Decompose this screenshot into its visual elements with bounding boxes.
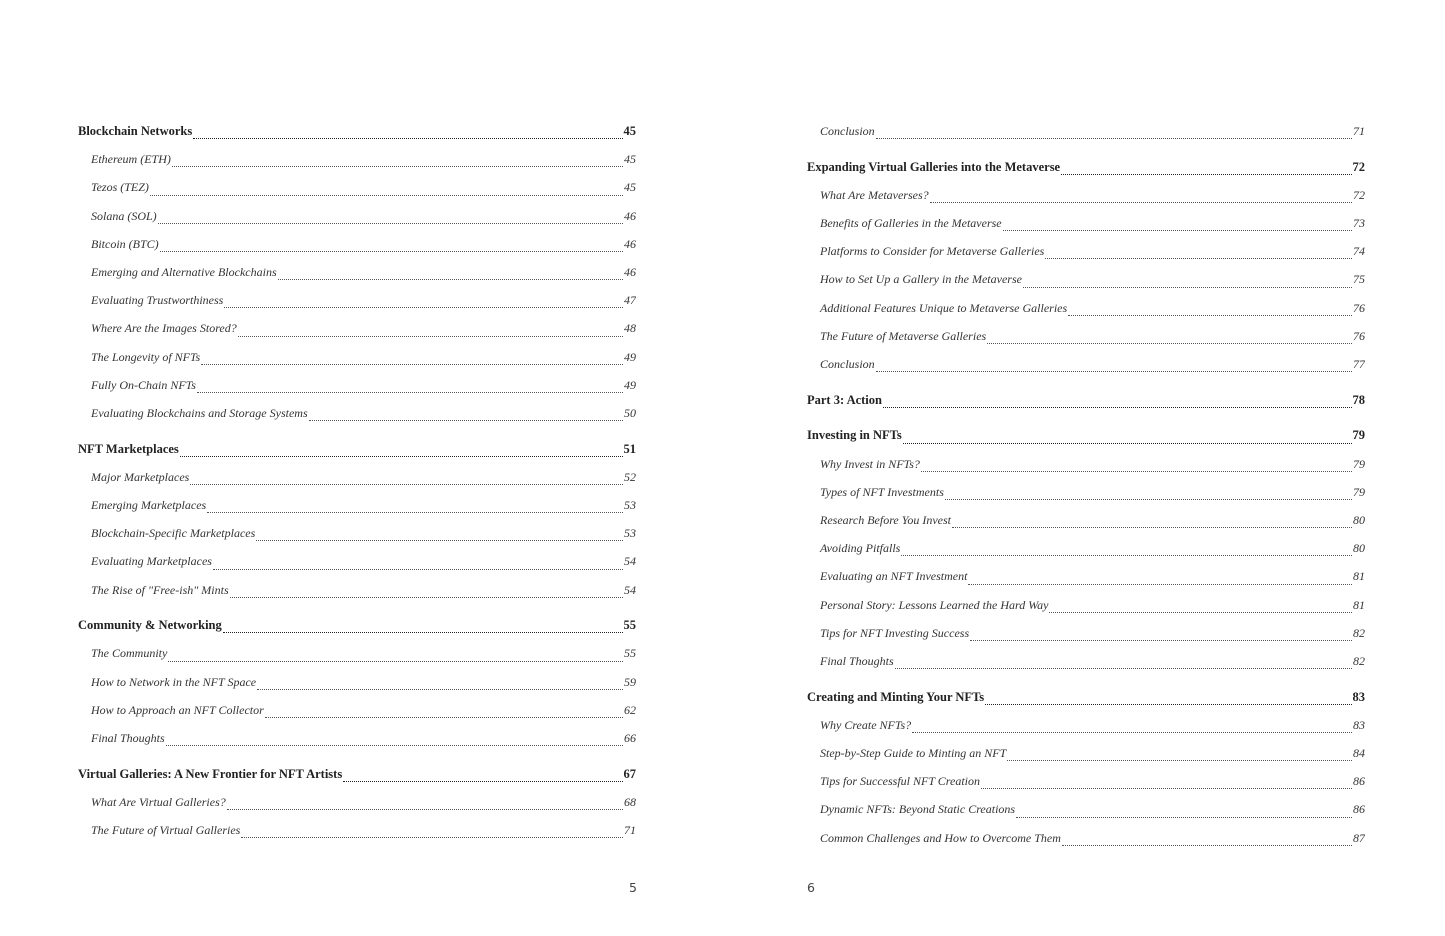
toc-section-entry[interactable] [78, 150, 636, 178]
dot-leader [883, 407, 1352, 408]
toc-entry-page: 54 [624, 554, 636, 569]
toc-entry-title: Investing in NFTs [807, 428, 902, 443]
toc-entry-title: The Future of Metaverse Galleries [820, 328, 987, 343]
dot-leader [1061, 174, 1351, 175]
dot-leader [241, 837, 623, 838]
toc-entry-title: Final Thoughts [91, 730, 165, 745]
toc-entry-title: The Community [91, 646, 168, 661]
toc-entry-page: 79 [1352, 428, 1365, 443]
toc-entry-page: 67 [623, 766, 636, 781]
toc-section-entry[interactable] [807, 829, 1365, 857]
dot-leader [265, 717, 623, 718]
dot-leader [150, 195, 623, 196]
toc-entry-page: 54 [624, 582, 636, 597]
toc-entry-title: Types of NFT Investments [820, 484, 944, 499]
toc-entry-page: 50 [624, 405, 636, 420]
toc-entry-title: Virtual Galleries: A New Frontier for NFT Artists [78, 766, 343, 781]
toc-entry-title: Personal Story: Lessons Learned the Hard Way [820, 597, 1049, 612]
toc-entry-title: Evaluating Trustworthiness [91, 293, 224, 308]
toc-chapter-entry[interactable] [78, 616, 636, 644]
dot-leader [343, 781, 622, 782]
toc-entry-page: 77 [1353, 357, 1365, 371]
toc-section-entry[interactable] [78, 376, 636, 404]
toc-entry-title: Conclusion [820, 124, 875, 138]
toc-entry-page: 48 [624, 321, 636, 336]
toc-entry-page: 46 [624, 208, 636, 223]
toc-entry-title: Emerging Marketplaces [91, 497, 207, 512]
toc-entry-page: 86 [1353, 802, 1365, 817]
toc-entry-page: 82 [1353, 653, 1365, 668]
toc-section-entry[interactable] [78, 235, 636, 263]
toc-entry-page: 76 [1353, 328, 1365, 343]
toc-entry-page: 76 [1353, 300, 1365, 315]
toc-entry-page: 84 [1353, 745, 1365, 760]
toc-entry-title: Fully On-Chain NFTs [91, 377, 196, 392]
toc-entry-title: Dynamic NFTs: Beyond Static Creations [820, 802, 1016, 817]
right-page [722, 0, 1445, 936]
table-of-contents-left [78, 122, 636, 849]
toc-section-entry[interactable] [78, 468, 636, 496]
toc-section-entry[interactable] [78, 207, 636, 235]
dot-leader [1023, 287, 1352, 288]
dot-leader [903, 443, 1352, 444]
dot-leader [876, 138, 1352, 139]
toc-entry-page: 73 [1353, 216, 1365, 231]
toc-entry-title: Major Marketplaces [91, 469, 190, 484]
dot-leader [238, 336, 623, 337]
dot-leader [985, 704, 1351, 705]
toc-entry-page: 53 [624, 497, 636, 512]
toc-chapter-entry[interactable] [78, 122, 636, 150]
dot-leader [987, 343, 1352, 344]
toc-entry-page: 47 [624, 293, 636, 308]
toc-entry-page: 49 [624, 377, 636, 392]
toc-entry-title: Ethereum (ETH) [91, 152, 171, 167]
toc-entry-page: 45 [624, 152, 636, 167]
toc-section-entry[interactable] [807, 483, 1365, 511]
toc-entry-page: 80 [1353, 541, 1365, 556]
toc-entry-page: 86 [1353, 774, 1365, 789]
toc-entry-page: 46 [624, 236, 636, 251]
dot-leader [193, 138, 622, 139]
dot-leader [309, 420, 623, 421]
dot-leader [256, 540, 623, 541]
toc-section-entry[interactable] [807, 716, 1365, 744]
toc-section-entry[interactable] [807, 214, 1365, 242]
toc-entry-title: Why Create NFTs? [820, 717, 912, 732]
dot-leader [876, 371, 1352, 372]
toc-section-entry[interactable] [78, 552, 636, 580]
toc-section-entry[interactable] [807, 539, 1365, 567]
dot-leader [257, 689, 623, 690]
toc-entry-page: 72 [1353, 187, 1365, 202]
toc-entry-title: Step-by-Step Guide to Minting an NFT [820, 745, 1007, 760]
toc-section-entry[interactable] [807, 744, 1365, 772]
dot-leader [1016, 817, 1352, 818]
toc-entry-title: NFT Marketplaces [78, 441, 179, 456]
toc-entry-title: Evaluating an NFT Investment [820, 569, 968, 584]
toc-section-entry[interactable] [807, 122, 1365, 150]
toc-entry-title: Blockchain Networks [78, 124, 193, 138]
toc-entry-title: Blockchain-Specific Marketplaces [91, 526, 256, 541]
toc-section-entry[interactable] [78, 404, 636, 432]
dot-leader [197, 392, 623, 393]
toc-chapter-entry[interactable] [807, 688, 1365, 716]
toc-section-entry[interactable] [78, 178, 636, 206]
toc-entry-title: Research Before You Invest [820, 512, 951, 527]
toc-entry-page: 78 [1352, 392, 1365, 407]
dot-leader [945, 499, 1352, 500]
toc-entry-title: How to Set Up a Gallery in the Metaverse [820, 272, 1022, 287]
toc-entry-title: Conclusion [820, 357, 875, 371]
toc-entry-page: 68 [624, 794, 636, 809]
toc-entry-page: 52 [624, 469, 636, 484]
toc-entry-page: 71 [624, 823, 636, 837]
toc-chapter-entry[interactable] [807, 391, 1365, 419]
dot-leader [921, 471, 1352, 472]
toc-entry-page: 71 [1353, 124, 1365, 138]
dot-leader [180, 456, 623, 457]
dot-leader [166, 745, 623, 746]
toc-entry-title: Evaluating Marketplaces [91, 554, 212, 569]
table-of-contents-right [807, 122, 1365, 857]
toc-entry-title: The Rise of "Free-ish" Mints [91, 582, 229, 597]
toc-entry-title: Tips for Successful NFT Creation [820, 774, 981, 789]
dot-leader [213, 569, 623, 570]
toc-section-entry[interactable] [78, 701, 636, 729]
dot-leader [158, 223, 623, 224]
toc-entry-title: Additional Features Unique to Metaverse Galleries [820, 300, 1068, 315]
toc-section-entry[interactable] [78, 729, 636, 757]
toc-section-entry[interactable] [807, 511, 1365, 539]
dot-leader [968, 584, 1352, 585]
toc-entry-title: Avoiding Pitfalls [820, 541, 901, 556]
toc-entry-page: 83 [1352, 689, 1365, 704]
dot-leader [172, 166, 623, 167]
toc-entry-title: How to Network in the NFT Space [91, 674, 257, 689]
toc-entry-title: Final Thoughts [820, 653, 894, 668]
toc-entry-title: Bitcoin (BTC) [91, 236, 159, 251]
toc-section-entry[interactable] [78, 263, 636, 291]
toc-entry-page: 87 [1353, 830, 1365, 845]
toc-entry-page: 45 [624, 180, 636, 195]
toc-entry-page: 66 [624, 730, 636, 745]
toc-section-entry[interactable] [807, 327, 1365, 355]
dot-leader [1049, 612, 1352, 613]
toc-entry-title: Creating and Minting Your NFTs [807, 689, 985, 704]
toc-entry-page: 83 [1353, 717, 1365, 732]
toc-chapter-entry[interactable] [807, 158, 1365, 186]
toc-entry-page: 81 [1353, 569, 1365, 584]
dot-leader [168, 661, 623, 662]
toc-entry-title: What Are Virtual Galleries? [91, 794, 226, 809]
toc-entry-page: 45 [623, 124, 636, 138]
left-page [0, 0, 722, 936]
toc-entry-page: 49 [624, 349, 636, 364]
toc-section-entry[interactable] [807, 567, 1365, 595]
toc-entry-page: 79 [1353, 456, 1365, 471]
toc-entry-title: Where Are the Images Stored? [91, 321, 237, 336]
toc-section-entry[interactable] [807, 596, 1365, 624]
dot-leader [278, 279, 623, 280]
toc-entry-page: 82 [1353, 625, 1365, 640]
dot-leader [895, 668, 1352, 669]
toc-chapter-entry[interactable] [78, 440, 636, 468]
dot-leader [930, 202, 1352, 203]
dot-leader [230, 597, 623, 598]
toc-entry-page: 51 [623, 441, 636, 456]
toc-entry-title: Why Invest in NFTs? [820, 456, 920, 471]
dot-leader [224, 307, 623, 308]
toc-entry-page: 53 [624, 526, 636, 541]
dot-leader [901, 555, 1352, 556]
dot-leader [912, 732, 1352, 733]
dot-leader [1062, 845, 1352, 846]
toc-section-entry[interactable] [78, 581, 636, 609]
toc-section-entry[interactable] [807, 800, 1365, 828]
toc-section-entry[interactable] [807, 624, 1365, 652]
toc-entry-title: Tezos (TEZ) [91, 180, 149, 195]
toc-section-entry[interactable] [78, 319, 636, 347]
dot-leader [223, 632, 623, 633]
toc-section-entry[interactable] [78, 821, 636, 849]
dot-leader [952, 527, 1352, 528]
toc-section-entry[interactable] [78, 348, 636, 376]
toc-section-entry[interactable] [78, 524, 636, 552]
toc-entry-page: 46 [624, 264, 636, 279]
dot-leader [207, 512, 623, 513]
page-number: 6 [807, 880, 815, 895]
toc-entry-title: Community & Networking [78, 618, 222, 633]
toc-section-entry[interactable] [807, 186, 1365, 214]
dot-leader [190, 484, 623, 485]
toc-entry-title: Common Challenges and How to Overcome Them [820, 830, 1061, 845]
toc-section-entry[interactable] [807, 355, 1365, 383]
toc-entry-title: What Are Metaverses? [820, 187, 929, 202]
toc-section-entry[interactable] [78, 644, 636, 672]
dot-leader [1003, 230, 1352, 231]
toc-entry-page: 81 [1353, 597, 1365, 612]
toc-section-entry[interactable] [807, 242, 1365, 270]
toc-entry-title: Platforms to Consider for Metaverse Galleries [820, 244, 1045, 259]
toc-chapter-entry[interactable] [78, 765, 636, 793]
dot-leader [970, 640, 1352, 641]
toc-section-entry[interactable] [807, 299, 1365, 327]
dot-leader [981, 788, 1352, 789]
toc-entry-page: 62 [624, 702, 636, 717]
toc-entry-page: 75 [1353, 272, 1365, 287]
dot-leader [227, 809, 623, 810]
dot-leader [1068, 315, 1352, 316]
toc-section-entry[interactable] [807, 652, 1365, 680]
toc-entry-title: Part 3: Action [807, 392, 882, 407]
toc-section-entry[interactable] [78, 673, 636, 701]
toc-entry-page: 79 [1353, 484, 1365, 499]
dot-leader [1007, 760, 1352, 761]
toc-section-entry[interactable] [78, 291, 636, 319]
page-number: 5 [629, 880, 637, 895]
toc-chapter-entry[interactable] [807, 426, 1365, 454]
toc-entry-page: 80 [1353, 512, 1365, 527]
dot-leader [201, 364, 623, 365]
toc-entry-title: Solana (SOL) [91, 208, 157, 223]
toc-entry-title: Expanding Virtual Galleries into the Metaverse [807, 159, 1061, 174]
toc-entry-title: How to Approach an NFT Collector [91, 702, 264, 717]
toc-section-entry[interactable] [807, 772, 1365, 800]
toc-entry-title: The Longevity of NFTs [91, 349, 201, 364]
toc-entry-page: 55 [624, 646, 636, 661]
toc-entry-page: 74 [1353, 244, 1365, 259]
toc-entry-page: 59 [624, 674, 636, 689]
toc-entry-title: Benefits of Galleries in the Metaverse [820, 216, 1002, 231]
toc-entry-title: Emerging and Alternative Blockchains [91, 264, 277, 279]
toc-entry-title: Tips for NFT Investing Success [820, 625, 970, 640]
toc-section-entry[interactable] [807, 270, 1365, 298]
toc-entry-title: The Future of Virtual Galleries [91, 823, 241, 837]
dot-leader [1045, 258, 1352, 259]
toc-section-entry[interactable] [807, 455, 1365, 483]
toc-section-entry[interactable] [78, 496, 636, 524]
toc-entry-page: 55 [623, 618, 636, 633]
toc-section-entry[interactable] [78, 793, 636, 821]
dot-leader [160, 251, 623, 252]
toc-entry-title: Evaluating Blockchains and Storage Systems [91, 405, 308, 420]
toc-entry-page: 72 [1352, 159, 1365, 174]
